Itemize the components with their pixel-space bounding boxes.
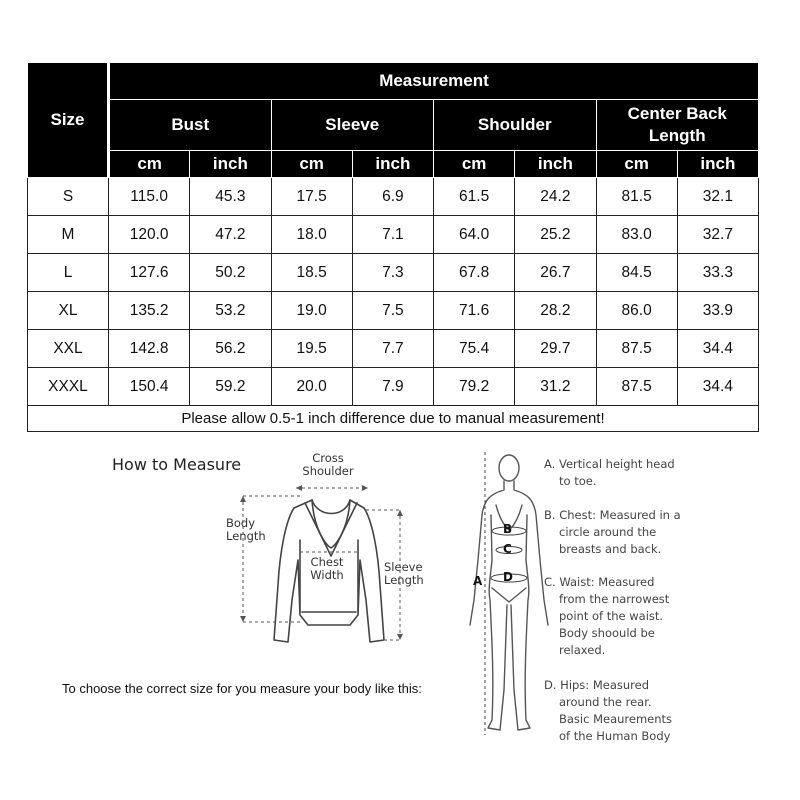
note-line: B. Chest: Measured in a: [544, 508, 681, 522]
body-head: [499, 455, 519, 481]
value-cell: 53.2: [190, 292, 271, 330]
measurement-note: Please allow 0.5-1 inch difference due to manual measurement!: [28, 406, 759, 432]
value-cell: 71.6: [434, 292, 515, 330]
body-length-line1: Body: [226, 516, 256, 530]
size-cell: XXL: [28, 330, 109, 368]
value-cell: 31.2: [515, 368, 596, 406]
value-cell: 86.0: [596, 292, 677, 330]
measure-instruction: To choose the correct size for you measure your body like this:: [62, 681, 422, 696]
note-hips: [544, 677, 684, 745]
value-cell: 26.7: [515, 254, 596, 292]
value-cell: 20.0: [271, 368, 352, 406]
unit-header: inch: [515, 151, 596, 178]
marker-c: C: [503, 542, 512, 556]
value-cell: 33.3: [677, 254, 758, 292]
value-cell: 83.0: [596, 216, 677, 254]
value-cell: 32.7: [677, 216, 758, 254]
value-cell: 64.0: [434, 216, 515, 254]
note-line: Body shoould be: [559, 626, 655, 640]
unit-header: inch: [190, 151, 271, 178]
how-to-measure-title: How to Measure: [112, 455, 242, 474]
unit-header: cm: [271, 151, 352, 178]
note-line: breasts and back.: [559, 542, 662, 556]
value-cell: 34.4: [677, 330, 758, 368]
value-cell: 87.5: [596, 368, 677, 406]
marker-d: D: [503, 570, 513, 584]
note-chest: [544, 507, 684, 558]
value-cell: 81.5: [596, 178, 677, 216]
size-cell: XL: [28, 292, 109, 330]
value-cell: 47.2: [190, 216, 271, 254]
cross-shoulder-line2: Shoulder: [302, 464, 354, 478]
size-cell: XXXL: [28, 368, 109, 406]
arrow-head: [296, 485, 302, 491]
value-cell: 79.2: [434, 368, 515, 406]
note-line: around the rear.: [559, 695, 652, 709]
shoulder-header: Shoulder: [434, 100, 597, 151]
value-cell: 75.4: [434, 330, 515, 368]
value-cell: 19.0: [271, 292, 352, 330]
value-cell: 24.2: [515, 178, 596, 216]
chest-width-line1: Chest: [310, 555, 344, 569]
value-cell: 120.0: [109, 216, 190, 254]
unit-header: cm: [434, 151, 515, 178]
size-cell: S: [28, 178, 109, 216]
note-height: [544, 456, 684, 490]
value-cell: 18.0: [271, 216, 352, 254]
arrow-head: [362, 485, 368, 491]
unit-header: inch: [677, 151, 758, 178]
chest-width-line2: Width: [310, 568, 344, 582]
note-waist: [544, 574, 684, 659]
note-line: point of the waist.: [559, 609, 664, 623]
value-cell: 67.8: [434, 254, 515, 292]
value-cell: 56.2: [190, 330, 271, 368]
value-cell: 45.3: [190, 178, 271, 216]
note-line: circle around the: [559, 525, 657, 539]
bust-header: Bust: [109, 100, 272, 151]
value-cell: 17.5: [271, 178, 352, 216]
note-line: from the narrowest: [559, 592, 670, 606]
sleeve-header: Sleeve: [271, 100, 434, 151]
measurement-header: Measurement: [109, 63, 759, 100]
note-line: of the Human Body: [559, 729, 671, 743]
value-cell: 33.9: [677, 292, 758, 330]
value-cell: 135.2: [109, 292, 190, 330]
value-cell: 61.5: [434, 178, 515, 216]
marker-b: B: [503, 522, 513, 536]
value-cell: 150.4: [109, 368, 190, 406]
body-length-line2: Length: [226, 529, 266, 543]
marker-a: A: [473, 574, 483, 588]
arrow-head: [240, 616, 246, 622]
value-cell: 127.6: [109, 254, 190, 292]
arrow-head: [240, 496, 246, 502]
arrow-head: [397, 510, 403, 516]
note-line: A. Vertical height head: [544, 457, 675, 471]
cross-shoulder-line1: Cross: [312, 451, 344, 465]
note-line: C. Waist: Measured: [544, 575, 655, 589]
body-outline: [470, 481, 548, 730]
size-column-header: Size: [28, 63, 109, 178]
value-cell: 115.0: [109, 178, 190, 216]
human-body-figure: [470, 455, 548, 730]
value-cell: 32.1: [677, 178, 758, 216]
sleeve-length-line2: Length: [384, 573, 424, 587]
value-cell: 7.1: [352, 216, 433, 254]
value-cell: 87.5: [596, 330, 677, 368]
value-cell: 34.4: [677, 368, 758, 406]
value-cell: 7.3: [352, 254, 433, 292]
unit-header: inch: [352, 151, 433, 178]
sweater-outline: [274, 500, 384, 642]
value-cell: 7.7: [352, 330, 433, 368]
note-line: relaxed.: [559, 643, 606, 657]
value-cell: 59.2: [190, 368, 271, 406]
arrow-head: [397, 634, 403, 640]
value-cell: 84.5: [596, 254, 677, 292]
value-cell: 25.2: [515, 216, 596, 254]
note-line: to toe.: [559, 474, 597, 488]
unit-header: cm: [596, 151, 677, 178]
value-cell: 7.9: [352, 368, 433, 406]
sleeve-length-line1: Sleeve: [384, 560, 423, 574]
unit-header: cm: [109, 151, 190, 178]
value-cell: 18.5: [271, 254, 352, 292]
value-cell: 6.9: [352, 178, 433, 216]
value-cell: 7.5: [352, 292, 433, 330]
note-line: Basic Meaurements: [559, 712, 673, 726]
sweater-neckline: [312, 500, 350, 548]
value-cell: 29.7: [515, 330, 596, 368]
value-cell: 19.5: [271, 330, 352, 368]
note-line: D. Hips: Measured: [544, 678, 650, 692]
value-cell: 50.2: [190, 254, 271, 292]
value-cell: 28.2: [515, 292, 596, 330]
value-cell: 142.8: [109, 330, 190, 368]
size-cell: L: [28, 254, 109, 292]
size-cell: M: [28, 216, 109, 254]
center-back-length-header: Center Back Length: [596, 100, 759, 151]
